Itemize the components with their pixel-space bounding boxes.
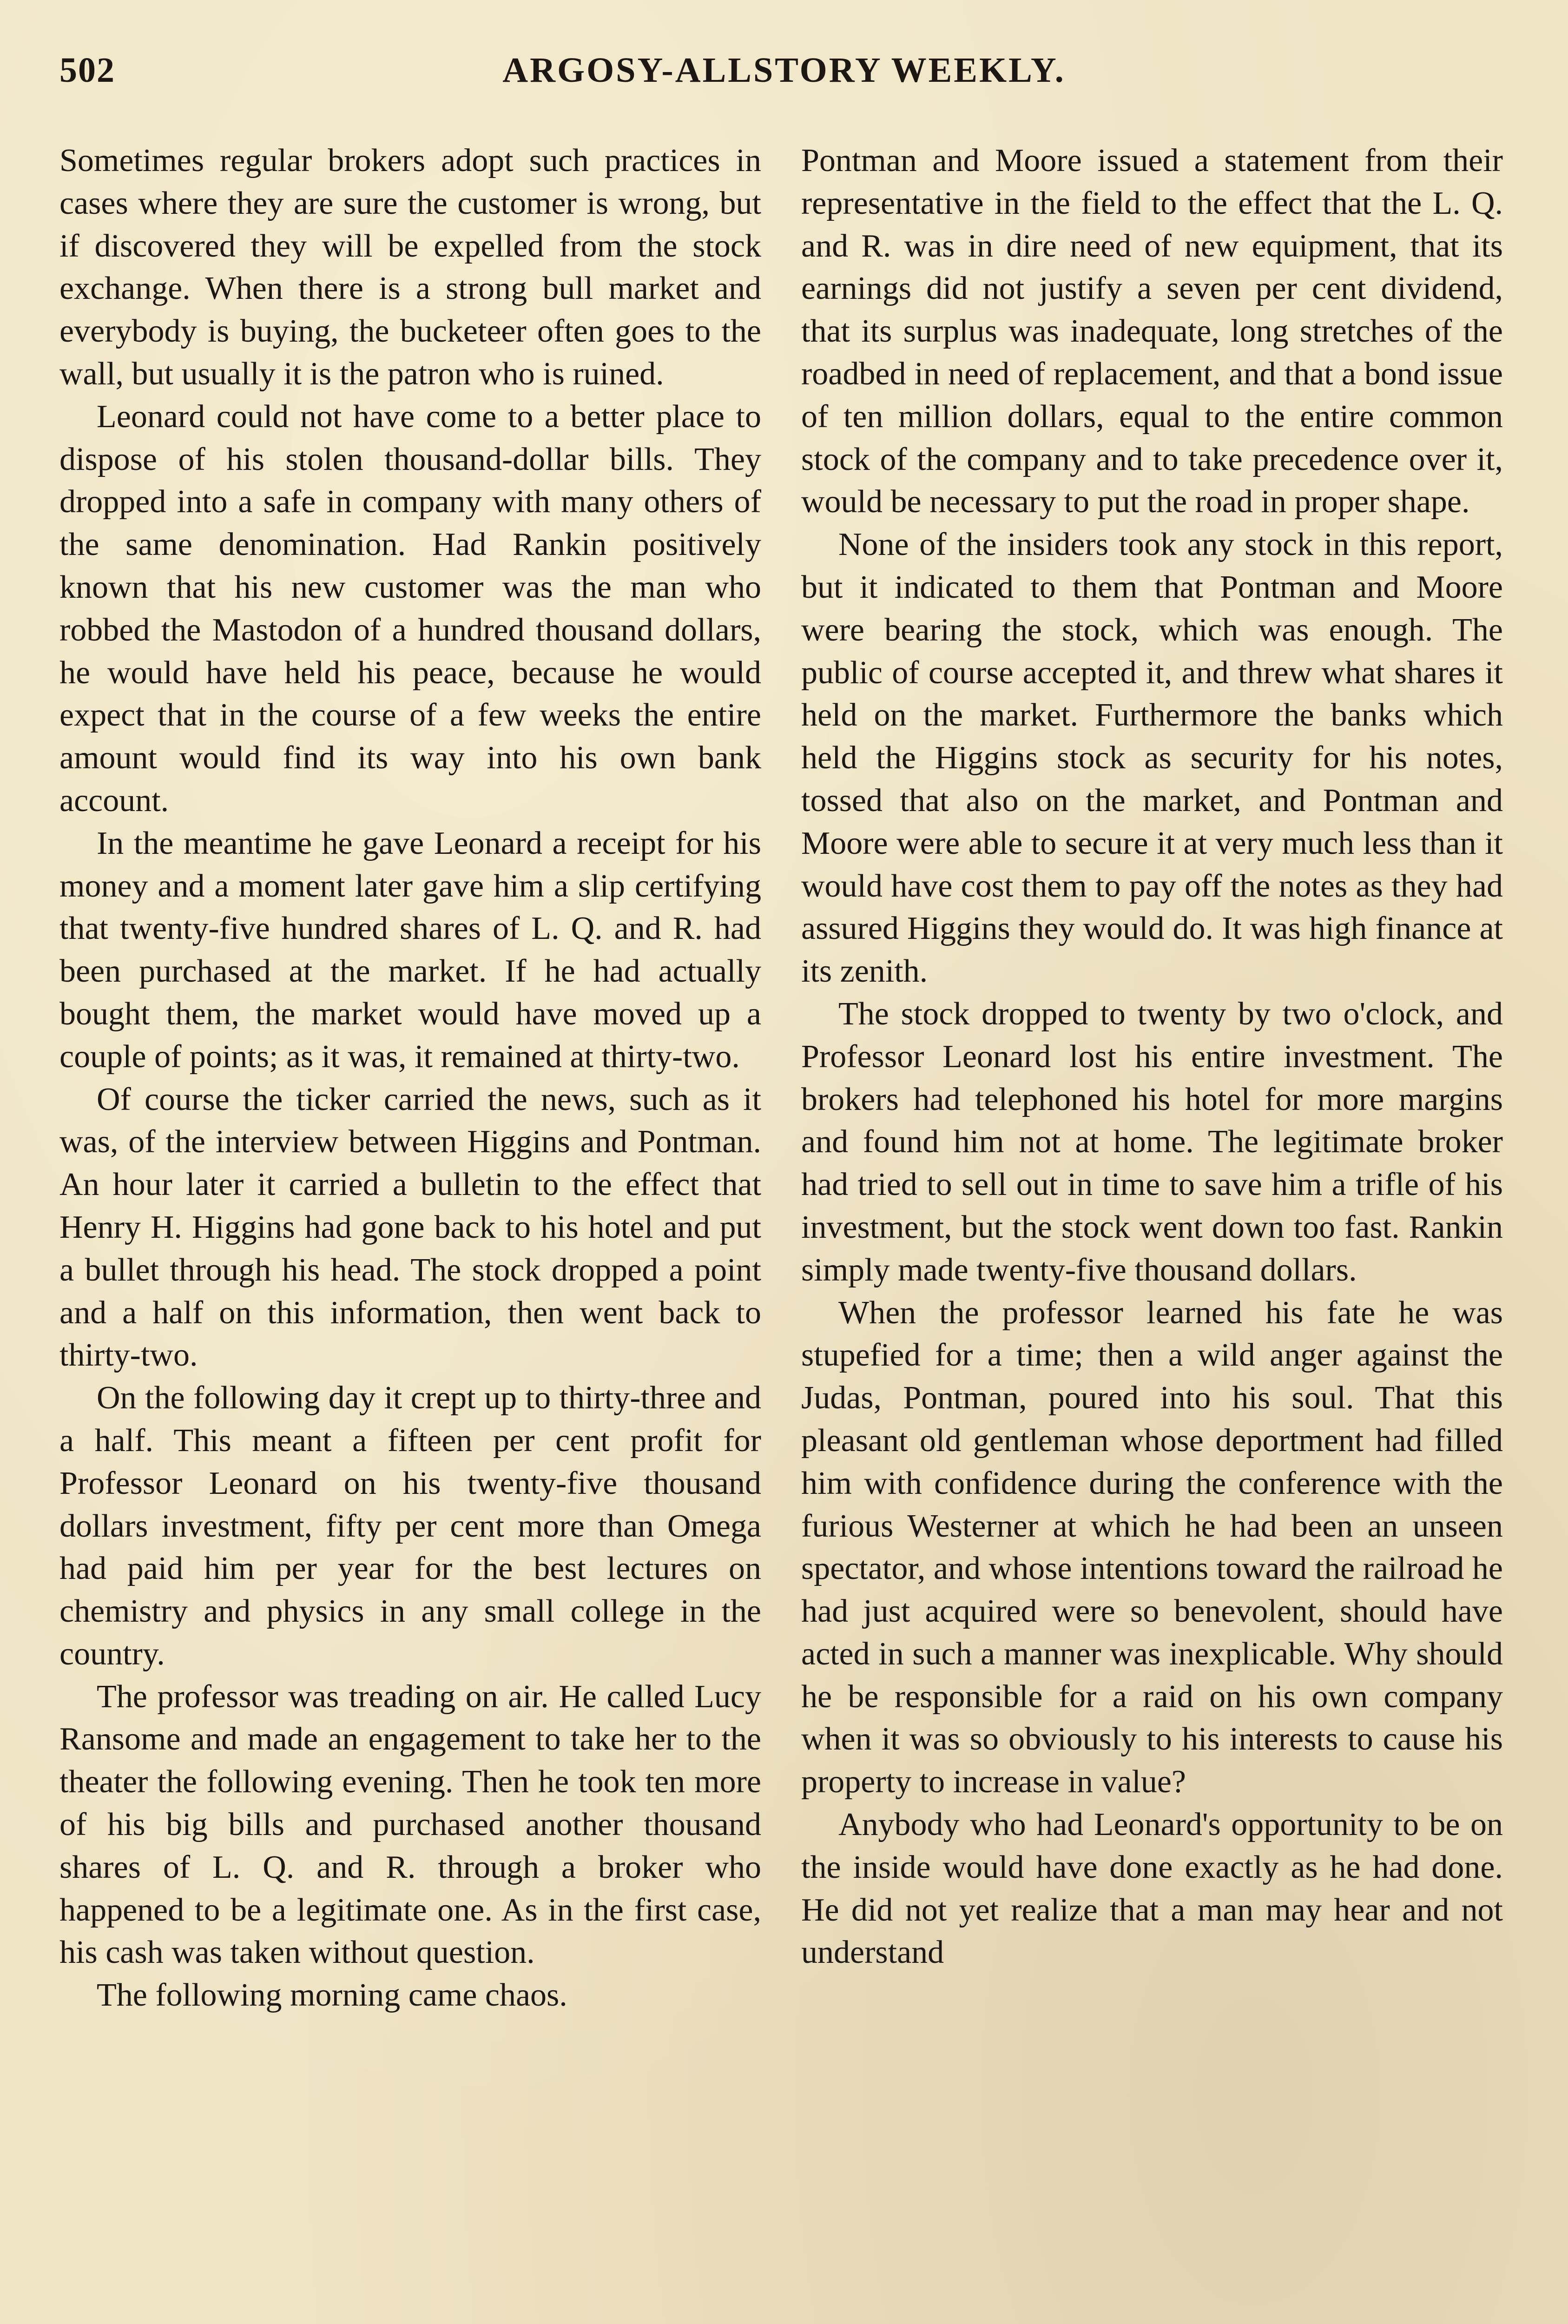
running-title: ARGOSY-ALLSTORY WEEKLY. [502, 51, 1066, 90]
paragraph: Pontman and Moore issued a statement from their representative in the field to the effect that the L. Q. and R. was in dire need of new equipment, that its earnings did not justify a seven per cent dividend, that its surplus was inadequate, long stretches of the roadbed in need of replacement, and that a bond issue of ten million dollars, equal to the entire common stock of the company and to take precedence over it, would be necessary to put the road in proper shape. [801, 143, 1503, 520]
paragraph: Leonard could not have come to a better place to dispose of his stolen thousand-dollar bills. They dropped into a safe in company with many others of the same denomination. Had Rankin positively known that his new customer was the man who robbed the Mastodon of a hundred thousand dollars, he would have held his peace, because he would expect that in the course of a few weeks the entire amount would find its way into his own bank account. [59, 398, 761, 819]
paragraph: Sometimes regular brokers adopt such practices in cases where they are sure the customer is wrong, but if discovered they will be expelled from the stock exchange. When there is a strong bull market and everybody is buying, the bucketeer often goes to the wall, but usually it is the patron who is ruined. [59, 143, 761, 392]
paragraph: Of course the ticker carried the news, such as it was, of the interview between Higgins and Pontman. An hour later it carried a bulletin to the effect that Henry H. Higgins had gone back to his hotel and put a bullet through his head. The stock dropped a point and a half on this information, then went back to thirty-two. [59, 1081, 761, 1373]
left-column [59, 139, 761, 2324]
paragraph: On the following day it crept up to thirty-three and a half. This meant a fifteen per cent profit for Professor Leonard on his twenty-five thousand dollars investment, fifty per cent more than Omega had paid him per year for the best lectures on chemistry and physics in any small college in the country. [59, 1380, 761, 1672]
paragraph: In the meantime he gave Leonard a receipt for his money and a moment later gave him a slip certifying that twenty-five hundred shares of L. Q. and R. had been purchased at the market. If he had actually bought them, the market would have moved up a couple of points; as it was, it remained at thirty-two. [59, 825, 761, 1075]
paragraph: The stock dropped to twenty by two o'clock, and Professor Leonard lost his entire investment. The brokers had telephoned his hotel for more margins and found him not at home. The legitimate broker had tried to sell out in time to save him a trifle of his investment, but the stock went down too fast. Rankin simply made twenty-five thousand dollars. [801, 996, 1503, 1288]
paragraph: The professor was treading on air. He called Lucy Ransome and made an engagement to take her to the theater the following evening. Then he took ten more of his big bills and purchased another thousand shares of L. Q. and R. through a broker who happened to be a legitimate one. As in the first case, his cash was taken without question. [59, 1678, 761, 1971]
page-number: 502 [59, 51, 115, 90]
right-column [801, 139, 1503, 2324]
text-columns [59, 139, 1503, 2324]
paragraph: Anybody who had Leonard's opportunity to be on the inside would have done exactly as he had done. He did not yet realize that a man may hear and not understand [801, 1807, 1503, 1971]
paragraph: None of the insiders took any stock in this report, but it indicated to them that Pontman and Moore were bearing the stock, which was enough. The public of course accepted it, and threw what shares it held on the market. Furthermore the banks which held the Higgins stock as security for his notes, tossed that also on the market, and Pontman and Moore were able to secure it at very much less than it would have cost them to pay off the notes as they had assured Higgins they would do. It was high finance at its zenith. [801, 527, 1503, 990]
paragraph: The following morning came chaos. [97, 1977, 567, 2014]
paragraph: When the professor learned his fate he was stupefied for a time; then a wild anger against the Judas, Pontman, poured into his soul. That this pleasant old gentleman whose deportment had filled him with confidence during the conference with the furious Westerner at which he had been an unseen spectator, and whose intentions toward the railroad he had just acquired were so benevolent, should have acted in such a manner was inexplicable. Why should he be responsible for a raid on his own company when it was so obviously to his interests to cause his property to increase in value? [801, 1294, 1503, 1800]
page-header [59, 50, 1509, 106]
